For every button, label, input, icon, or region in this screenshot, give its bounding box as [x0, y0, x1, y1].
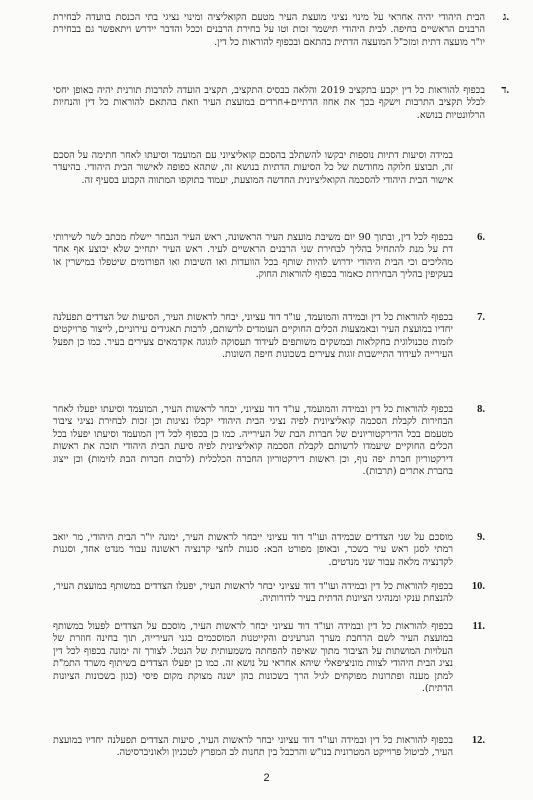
paragraph-marker: 10.	[471, 581, 485, 592]
page-number: 2	[263, 772, 270, 784]
paragraph-text: בכפוף להוראות כל דין ובמידה ועו"ד דוד עציוני יבחר לראשות העיר, סיעות הצדדים תפעלנה יחדיו במועצת העיר, לביטול פרוייקט המטרונית בנו"ש והרכבל בין תחנות לב המפרץ לטכניון ולאוניברסיטה.	[53, 735, 453, 759]
paragraph-text: בכפוף להוראות כל דין ובמידה והמועמד, עו"ד דוד עציוני, יבחר לראשות העיר, המועמד וסיעתו יפעלו לאחר הבחירות לקבלת הסכמה קואליציונית לפיה נציגי הבית היהודי יקבלו נציגות וכן זכות לבחירת נציגי ציבור מטעמם בכל הדירקטוריונים של חברות הבת של העירייה. כמו כן בכפוף לכל דין המועמד וסיעתו יפעלו בכל הכלים החוקיים שיעמדו לרשותם לקבלת הסכמה קואליציונית לפיה סיעת הבית היהודי תזכה את ראשות דירקטוריון חברת יפה נוף, וכן ראשות דירקטוריון החברה הכלכלית (לרבות חברות הבת לזימות) וכן ייצוג בחברת אתרים (תרבות).	[53, 404, 453, 478]
paragraph-marker: 11.	[472, 621, 485, 632]
paragraph-marker: 6.	[477, 232, 485, 243]
paragraph-marker: ג.	[502, 12, 509, 23]
paragraph-text: במידה וסיעות דתיות נוספות יבקשו להשתלב בהסכם קואליציוני עם המועמד וסיעתו לאחר חתימה על הסכם זה, תבוצע חלוקה מחודשת של כל הסיעות הדתיות בנושא זה, שתהא כפופה לאישור הבית היהודי. בהיעדר אישור הבית היהודי להסכמה הקואליציונית החדשה המוצעת, יעמוד בתוקפו המתווה הקבוע בסעיף זה.	[53, 150, 453, 186]
paragraph-text: בכפוף לכל דין, ובתוך 90 יום משיבת מועצת העיר הראשונה, ראש העיר הנבחר יישלח מכתב לשר לשירותי דת על מנת להתחיל בהליך לבחירת שני הרבנים הראשיים לעיר. ראש העיר יתחייב שלא יבוצע אף אחד מהליכים וכי הבית היהודי ידרוש להיות שותף בכל הוועדות ואו השיבות ואו הפורומים שיטפלו במישרין או בעקיפין בהליך הבחירות כאמור בכפוף להוראות החוק.	[53, 232, 453, 281]
paragraph-text: מוסכם על שני הצדדים שבמידה ועו"ד דוד עציוני ייבחר לראשות העיר, ימונה יו"ר הבית היהודי, מר יואב רמתי לסגן ראש עיר בשכר, ובאופן מפורט הבא: סגנות לחצי קדנציה ראשונה עבור מנדט אחד, וסגנות לקדנציה מלאה עבור שני מנדטים.	[53, 532, 453, 568]
paragraph-text: בכפוף להוראות כל דין ובמידה והמועמד, עו"ד דוד עציוני, יבחר לראשות העיר, הסיעות של הצדדים תפעלנה יחדיו במועצת העיר ובאמצעות הכלים החוקיים העומדים לרשותם, לרבות תאגידים עירוניים, לייצור פרויקטים לזמות טכנולוגית בחקלאות ובמשקים משותפים לעידוד תעסוקה לוגוגה אקדמאים צעירים בעיר. כמו כן תפעל העירייה לעידוד התיישבות זוגות צעירים בשכונות חיפה השונות.	[53, 312, 453, 361]
paragraph-marker: 8.	[477, 404, 485, 415]
paragraph-text: בכפוף להוראות כל דין יקבע בתקציב 2019 והלאה בבסיס התקציב, תקציב הועדה לתרבות תורנית יהיה באופן יחסי לכלל תקציב התרבות וישקף בכך את אחוז הדתיים+חרדים במועצת העיר וזאת בהתאם להוראות כל דין והנחיות הרלוונטיות בנושא.	[53, 85, 485, 121]
paragraph-marker: 12.	[471, 735, 485, 746]
paragraph-marker: 9.	[477, 532, 485, 543]
paragraph-marker: ד.	[501, 85, 509, 96]
paragraph-text: בכפוף להוראות כל דין ובמידה ועו"ד דוד עציוני יבחר לראשות העיר, יפעלו הצדדים במשותף במועצת העיר, להנצחת ענקי ומנהיגי הציונות הדתית בעיר לדורותיה.	[53, 581, 453, 605]
paragraph-marker: 7.	[477, 312, 485, 323]
paragraph-text: בכפוף להוראות כל דין ובמידה ועו"ד דוד עציוני יבחר לראשות העיר, מוסכם על הצדדים לפעול במשותף במועצת העיר לשם הרחבת מערך הגרעינים והקייטנות המוסכמים בגני העירייה, תוך בחינה חוזרת של העלויות המושתות על הציבור מתוך שאיפה להפחתה משמעותית של הנטל. לצורך זה ימונה בכפוף לכל דין נציג הבית היהודי לצוות מוניציפאלי שיהא אחראי על נושא זה. כמו כן יפעלו הצדדים בשיתוף משרד התמ"ת למתן מענה ופתרונות מפוקחים לגיל הרך בשכונות בהן ישנה מצוקת מקום פיסי (כגון בשכונות הציונות הדתית).	[53, 621, 453, 695]
paragraph-text: הבית היהודי יהיה אחראי על מינוי נציגי מועצת העיר מטעם הקואליציה ומינוי נציגי בתי הכנסת בוועדה לבחירת הרבנים הראשיים בחיפה. לבית היהודי תישמר זכות וטו על בחירת הרבנים וככל והדבר יידרש ויתאפשר גם בבחירת יו"ר מועצה דתית ומזכ"ל המועצה הדתית בהתאם ובכפוף להוראות כל דין.	[53, 12, 485, 48]
